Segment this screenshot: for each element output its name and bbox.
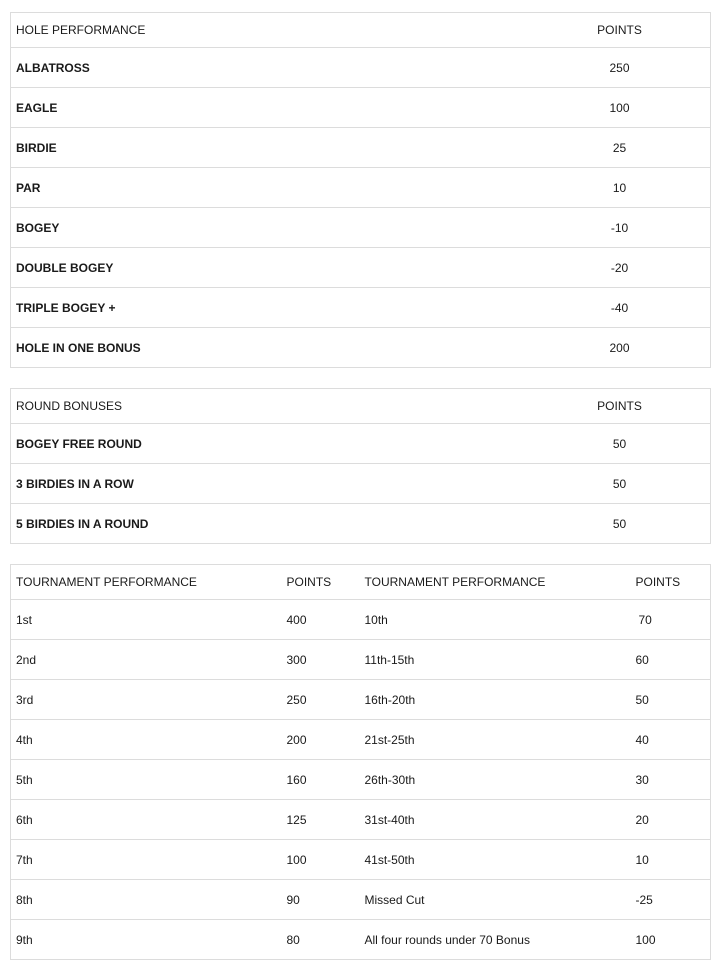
column-header-round-bonuses: ROUND BONUSES bbox=[16, 399, 123, 413]
table-row bbox=[11, 88, 711, 128]
place-left: 4th bbox=[11, 720, 282, 760]
row-points: 50 bbox=[551, 424, 689, 464]
place-right: Missed Cut bbox=[360, 880, 631, 920]
row-points: -10 bbox=[551, 208, 689, 248]
row-points: 200 bbox=[551, 328, 689, 368]
place-right: 41st-50th bbox=[360, 840, 631, 880]
row-label: BIRDIE bbox=[11, 128, 551, 168]
points-left: 80 bbox=[282, 920, 360, 960]
place-right: 21st-25th bbox=[360, 720, 631, 760]
row-points: 50 bbox=[551, 464, 689, 504]
place-right: 11th-15th bbox=[360, 640, 631, 680]
table-row bbox=[11, 248, 711, 288]
table-row bbox=[11, 328, 711, 368]
points-right: 70 bbox=[631, 600, 711, 640]
table-row bbox=[11, 504, 711, 544]
place-left: 9th bbox=[11, 920, 282, 960]
place-left: 8th bbox=[11, 880, 282, 920]
place-left: 6th bbox=[11, 800, 282, 840]
place-right: 10th bbox=[360, 600, 631, 640]
spacer-cell bbox=[689, 288, 711, 328]
points-right: 100 bbox=[631, 920, 711, 960]
table-row bbox=[11, 880, 711, 920]
row-points: 10 bbox=[551, 168, 689, 208]
points-left: 250 bbox=[282, 680, 360, 720]
spacer-cell bbox=[689, 424, 711, 464]
table-row bbox=[11, 128, 711, 168]
column-header-points: POINTS bbox=[597, 23, 642, 37]
place-right: 26th-30th bbox=[360, 760, 631, 800]
row-label: BOGEY FREE ROUND bbox=[11, 424, 551, 464]
spacer-cell bbox=[689, 208, 711, 248]
place-left: 5th bbox=[11, 760, 282, 800]
points-right: 30 bbox=[631, 760, 711, 800]
table-row bbox=[11, 48, 711, 88]
row-points: 250 bbox=[551, 48, 689, 88]
table-row bbox=[11, 720, 711, 760]
place-left: 2nd bbox=[11, 640, 282, 680]
spacer-cell bbox=[689, 168, 711, 208]
points-left: 90 bbox=[282, 880, 360, 920]
column-header-points-right: POINTS bbox=[635, 575, 681, 589]
table-row bbox=[11, 288, 711, 328]
points-left: 100 bbox=[282, 840, 360, 880]
place-left: 1st bbox=[11, 600, 282, 640]
row-label: BOGEY bbox=[11, 208, 551, 248]
table-row bbox=[11, 208, 711, 248]
points-left: 125 bbox=[282, 800, 360, 840]
table-row bbox=[11, 920, 711, 960]
points-left: 160 bbox=[282, 760, 360, 800]
column-header-hole-performance: HOLE PERFORMANCE bbox=[16, 23, 146, 37]
points-right: 20 bbox=[631, 800, 711, 840]
column-header-tournament-performance-right: TOURNAMENT PERFORMANCE bbox=[364, 575, 546, 589]
round-bonuses-table bbox=[10, 388, 711, 544]
table-row bbox=[11, 640, 711, 680]
place-right: All four rounds under 70 Bonus bbox=[360, 920, 631, 960]
row-label: HOLE IN ONE BONUS bbox=[11, 328, 551, 368]
column-header-points-left: POINTS bbox=[286, 575, 332, 589]
row-points: 50 bbox=[551, 504, 689, 544]
row-points: -20 bbox=[551, 248, 689, 288]
row-label: PAR bbox=[11, 168, 551, 208]
points-right: 40 bbox=[631, 720, 711, 760]
table-row bbox=[11, 168, 711, 208]
spacer-cell bbox=[689, 248, 711, 288]
points-left: 400 bbox=[282, 600, 360, 640]
table-row bbox=[11, 840, 711, 880]
spacer-cell bbox=[689, 13, 711, 48]
place-left: 3rd bbox=[11, 680, 282, 720]
points-left: 200 bbox=[282, 720, 360, 760]
points-left: 300 bbox=[282, 640, 360, 680]
row-label: DOUBLE BOGEY bbox=[11, 248, 551, 288]
row-label: ALBATROSS bbox=[11, 48, 551, 88]
tournament-performance-table bbox=[10, 564, 711, 960]
spacer-cell bbox=[689, 504, 711, 544]
row-points: -40 bbox=[551, 288, 689, 328]
points-right: -25 bbox=[631, 880, 711, 920]
row-points: 100 bbox=[551, 88, 689, 128]
table-row bbox=[11, 760, 711, 800]
points-right: 60 bbox=[631, 640, 711, 680]
table-row bbox=[11, 800, 711, 840]
spacer-cell bbox=[689, 48, 711, 88]
table-header-row bbox=[11, 565, 711, 600]
place-right: 31st-40th bbox=[360, 800, 631, 840]
table-row bbox=[11, 680, 711, 720]
column-header-points: POINTS bbox=[597, 399, 642, 413]
table-row bbox=[11, 464, 711, 504]
table-row bbox=[11, 600, 711, 640]
points-right: 50 bbox=[631, 680, 711, 720]
table-header-row bbox=[11, 13, 711, 48]
table-row bbox=[11, 424, 711, 464]
place-right: 16th-20th bbox=[360, 680, 631, 720]
hole-performance-table bbox=[10, 12, 711, 368]
points-right: 10 bbox=[631, 840, 711, 880]
place-left: 7th bbox=[11, 840, 282, 880]
row-label: 5 BIRDIES IN A ROUND bbox=[11, 504, 551, 544]
row-label: EAGLE bbox=[11, 88, 551, 128]
spacer-cell bbox=[689, 328, 711, 368]
spacer-cell bbox=[689, 128, 711, 168]
row-label: TRIPLE BOGEY + bbox=[11, 288, 551, 328]
row-label: 3 BIRDIES IN A ROW bbox=[11, 464, 551, 504]
spacer-cell bbox=[689, 464, 711, 504]
spacer-cell bbox=[689, 88, 711, 128]
table-header-row bbox=[11, 389, 711, 424]
spacer-cell bbox=[689, 389, 711, 424]
row-points: 25 bbox=[551, 128, 689, 168]
column-header-tournament-performance-left: TOURNAMENT PERFORMANCE bbox=[16, 575, 197, 589]
